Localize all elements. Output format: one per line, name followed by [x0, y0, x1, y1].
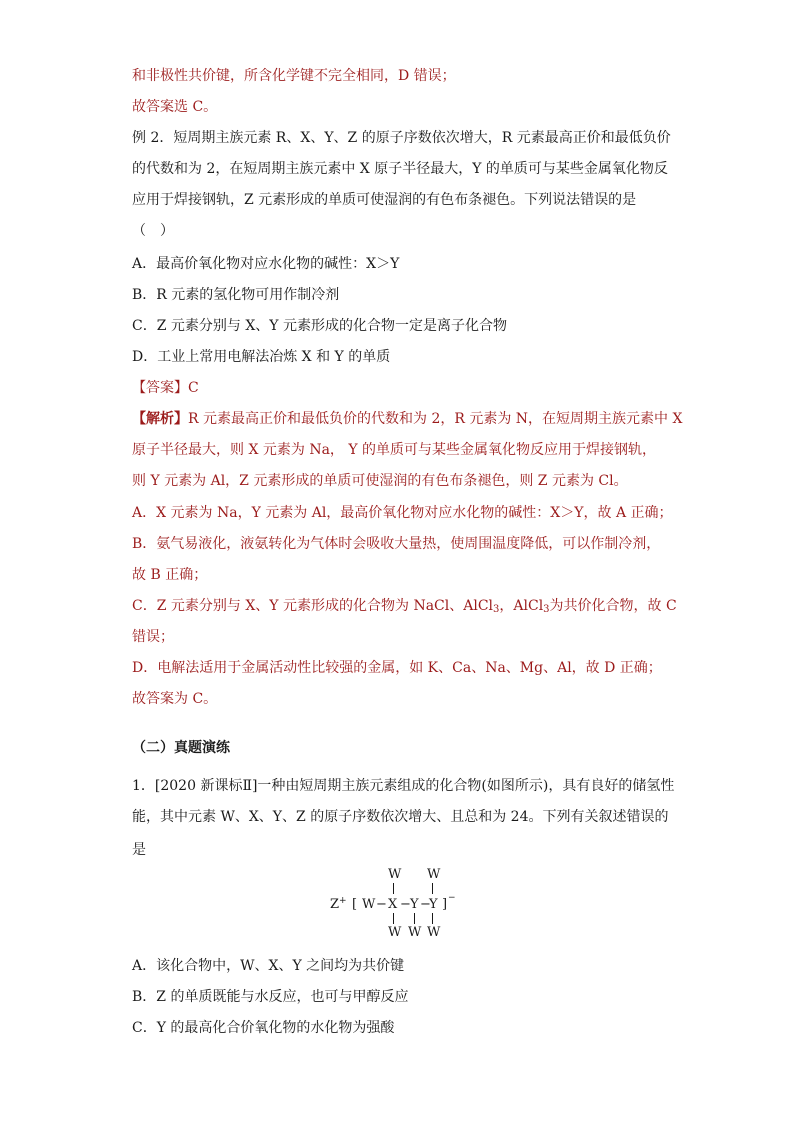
option-a: A．最高价氧化物对应水化物的碱性：X＞Y: [132, 256, 400, 272]
atom-w: W: [362, 897, 376, 912]
analysis-line: 则 Y 元素为 Al，Z 元素形成的单质可使湿润的有色布条褪色，则 Z 元素为 Cl。: [132, 473, 628, 489]
atom-w: W: [388, 867, 402, 882]
atom-w: W: [408, 925, 422, 940]
analysis-line: 原子半径最大，则 X 元素为 Na， Y 的单质可与某些金属氧化物反应用于焊接钢轨，: [132, 442, 657, 458]
bond-dash: −: [420, 897, 431, 912]
bracket-close: ]: [442, 897, 448, 912]
option-b: B．R 元素的氢化物可用作制冷剂: [132, 287, 340, 303]
subscript: 3: [543, 604, 550, 615]
question-stem-line: 1．[2020 新课标Ⅱ]一种由短周期主族元素组成的化合物(如图所示)，具有良好的储氢性: [132, 778, 675, 794]
analysis-text: R 元素最高正价和最低负价的代数和为 2，R 元素为 N，在短周期主族元素中 X: [188, 411, 683, 427]
analysis-line: D．电解法适用于金属活动性比较强的金属，如 K、Ca、Na、Mg、Al，故 D 正确；: [132, 660, 662, 676]
atom-w: W: [388, 925, 402, 940]
example-blank: （ ）: [132, 223, 174, 239]
question-stem-line: 能，其中元素 W、X、Y、Z 的原子序数依次增大、且总和为 24。下列有关叙述错误的: [132, 809, 669, 825]
bond-line: [414, 913, 415, 924]
analysis-line: 错误；: [132, 629, 174, 645]
analysis-line: A．X 元素为 Na，Y 元素为 Al，最高价氧化物对应水化物的碱性：X＞Y，故 A 正确；: [132, 505, 673, 521]
analysis-c-text: 为共价化合物，故 C: [549, 598, 677, 614]
atom-x: X: [388, 897, 398, 912]
atom-z: Z+: [330, 896, 347, 912]
bond-dash: −: [376, 897, 387, 912]
option-a: A．该化合物中，W、X、Y 之间均为共价键: [132, 958, 405, 974]
atom-w: W: [427, 867, 441, 882]
option-d: D．工业上常用电解法冶炼 X 和 Y 的单质: [132, 349, 391, 365]
example-stem-line: 例 2．短周期主族元素 R、X、Y、Z 的原子序数依次增大，R 元素最高正价和最低负价: [132, 130, 671, 146]
analysis-line: B．氨气易液化，液氨转化为气体时会吸收大量热，使周围温度降低，可以作制冷剂，: [132, 536, 661, 552]
atom-w: W: [427, 925, 441, 940]
option-c: C．Z 元素分别与 X、Y 元素形成的化合物一定是离子化合物: [132, 318, 507, 334]
question-stem-line: 是: [132, 842, 146, 858]
prev-answer-line: 故答案选 C。: [132, 99, 218, 115]
structure-diagram: W W Z+ [ W − X − Y − Y ] − W W W: [330, 867, 456, 940]
atom-y: Y: [429, 897, 438, 912]
example-stem-line: 应用于焊接钢轨，Z 元素形成的单质可使湿润的有色布条褪色。下列说法错误的是: [132, 192, 637, 208]
analysis-label: 【解析】: [132, 411, 188, 427]
analysis-line: 故 B 正确；: [132, 567, 208, 583]
analysis-line: [132, 409, 682, 429]
analysis-c-text: ，AlCl: [499, 598, 544, 614]
option-c: C．Y 的最高化合价氧化物的水化物为强酸: [132, 1020, 395, 1036]
bond-line: [432, 913, 433, 924]
bond-dash: −: [400, 897, 411, 912]
bond-line: [393, 883, 394, 894]
cation-charge: +: [339, 896, 347, 906]
subscript: 3: [493, 604, 500, 615]
analysis-line: [132, 596, 677, 616]
example-stem-line: 的代数和为 2，在短周期主族元素中 X 原子半径最大，Y 的单质可与某些金属氧化物反: [132, 161, 668, 177]
bracket-open: [: [352, 897, 358, 912]
option-b: B．Z 的单质既能与水反应，也可与甲醇反应: [132, 989, 409, 1005]
analysis-c-text: C．Z 元素分别与 X、Y 元素形成的化合物为 NaCl、AlCl: [132, 598, 494, 614]
answer-line: 【答案】C: [132, 380, 199, 396]
prev-analysis-line: 和非极性共价键，所含化学键不完全相同，D 错误；: [132, 68, 456, 84]
conclusion-line: 故答案为 C。: [132, 691, 218, 707]
bond-line: [393, 913, 394, 924]
section-title: （二）真题演练: [132, 740, 230, 756]
bond-line: [432, 883, 433, 894]
atom-y: Y: [410, 897, 419, 912]
